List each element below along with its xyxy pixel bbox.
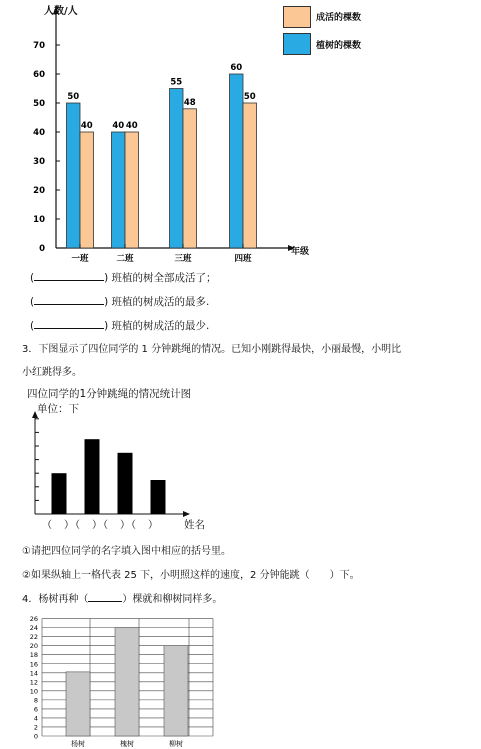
- chart-1: [0, 0, 481, 262]
- chart-3-y-tick-label: 6: [33, 705, 38, 714]
- legend-label-survived: 成活的棵数: [316, 13, 362, 23]
- chart-3-y-tick-label: 18: [29, 651, 38, 660]
- chart-2-name-slots: （ ）（ ）（ ）（ ）: [42, 520, 159, 531]
- chart-1-bar: [243, 103, 257, 248]
- chart-3-y-tick-label: 10: [29, 687, 38, 696]
- chart-1-data-label: 55: [170, 77, 183, 88]
- chart-2-unit: 单位：下: [37, 403, 79, 415]
- chart-3-svg: [0, 610, 481, 749]
- chart-1-bar: [80, 132, 94, 248]
- legend-swatch-planted: [283, 33, 311, 55]
- chart-3: [0, 610, 481, 749]
- chart-1-data-label: 40: [112, 121, 125, 131]
- chart-3-y-tick-label: 20: [29, 642, 38, 651]
- chart-3-y-tick-label: 14: [29, 669, 38, 678]
- chart-1-bar: [112, 132, 126, 248]
- chart-3-y-tick-label: 16: [29, 660, 38, 669]
- chart-1-bar: [170, 89, 184, 249]
- chart-3-y-tick-label: 22: [29, 633, 38, 642]
- chart-2-bar: [151, 480, 166, 514]
- chart-3-bar: [164, 646, 188, 736]
- q4-text-after: ）棵就和柳树同样多。: [122, 594, 223, 605]
- fill-line-1: ( ) 班植的树全部成活了；: [30, 269, 217, 285]
- q3-sub-2: ②如果纵轴上一格代表 25 下，小明照这样的速度，2 分钟能跳（ ）下。: [22, 570, 360, 581]
- chart-3-y-tick-label: 12: [29, 678, 38, 687]
- q4-text: [22, 590, 222, 605]
- q4-text-before: 4．杨树再种（: [22, 594, 89, 605]
- chart-1-data-label: 60: [230, 63, 243, 73]
- chart-3-x-tick-label: 柳树: [169, 740, 183, 748]
- answer-blank-1[interactable]: [34, 269, 104, 281]
- chart-2-bar: [85, 439, 100, 514]
- chart-1-x-axis-label: 年级: [291, 247, 310, 257]
- chart-1-data-label: 40: [80, 121, 93, 131]
- chart-3-y-tick-label: 24: [29, 624, 38, 633]
- fill-line-2: ( ) 班植的树成活的最多.: [30, 293, 209, 309]
- chart-1-y-tick-label: 30: [33, 157, 45, 167]
- chart-1-y-axis-label: 人数/人: [44, 6, 78, 17]
- chart-1-svg: [0, 0, 481, 262]
- chart-2-bar: [118, 453, 133, 514]
- chart-3-bar: [66, 672, 90, 736]
- chart-3-y-tick-label: 26: [29, 615, 38, 624]
- fill-line-3-text: 班植的树成活的最少.: [111, 320, 210, 332]
- answer-blank-2[interactable]: [34, 293, 104, 305]
- chart-1-x-tick-label: 四班: [234, 254, 252, 264]
- chart-1-y-tick-label: 60: [33, 70, 45, 80]
- chart-1-x-tick-label: 三班: [174, 254, 192, 264]
- chart-1-y-tick-label: 10: [33, 215, 45, 225]
- fill-line-2-text: 班植的树成活的最多.: [111, 296, 210, 308]
- chart-2-title: 四位同学的1分钟跳绳的情况统计图: [27, 388, 192, 400]
- chart-1-x-tick-label: 二班: [116, 254, 134, 264]
- chart-3-y-tick-label: 0: [33, 732, 38, 741]
- q3-text-line-1: 3．下图显示了四位同学的 1 分钟跳绳的情况。已知小刚跳得最快，小丽最慢，小明比: [22, 344, 402, 355]
- chart-1-y-tick-label: 40: [33, 128, 45, 138]
- q4-answer-blank[interactable]: [88, 590, 122, 602]
- chart-1-y-tick-label: 70: [33, 41, 45, 51]
- answer-blank-3[interactable]: [34, 317, 104, 329]
- fill-line-3: ( ) 班植的树成活的最少.: [30, 317, 209, 333]
- chart-1-data-label: 40: [125, 121, 138, 131]
- chart-3-y-tick-label: 2: [33, 723, 38, 732]
- chart-1-y-tick-label: 20: [33, 186, 45, 196]
- chart-3-bar: [115, 628, 139, 736]
- chart-2-x-label: 姓名: [184, 519, 205, 531]
- chart-3-y-tick-label: 8: [33, 696, 38, 705]
- chart-1-bar: [67, 103, 81, 248]
- chart-3-x-tick-label: 杨树: [71, 740, 85, 748]
- chart-1-x-tick-label: 一班: [71, 254, 89, 264]
- chart-2: [0, 380, 481, 532]
- chart-2-bar: [52, 473, 67, 514]
- chart-1-bar: [125, 132, 139, 248]
- chart-3-y-tick-label: 4: [33, 714, 38, 723]
- chart-1-bar: [183, 109, 197, 248]
- q3-text-line-2: 小红跳得多。: [22, 367, 82, 378]
- chart-1-data-label: 48: [183, 97, 196, 108]
- chart-1-bar: [230, 74, 244, 248]
- chart-1-y-tick-label: 0: [39, 244, 45, 254]
- legend-label-planted: 植树的棵数: [316, 41, 362, 51]
- chart-1-data-label: 50: [243, 92, 256, 102]
- chart-3-x-tick-label: 槐树: [120, 740, 134, 748]
- chart-1-data-label: 50: [67, 92, 80, 102]
- chart-1-y-tick-label: 50: [33, 99, 45, 109]
- q3-sub-1: ①请把四位同学的名字填入图中相应的括号里。: [22, 546, 231, 557]
- fill-line-1-text: 班植的树全部成活了；: [111, 272, 217, 284]
- legend-swatch-survived: [283, 6, 311, 28]
